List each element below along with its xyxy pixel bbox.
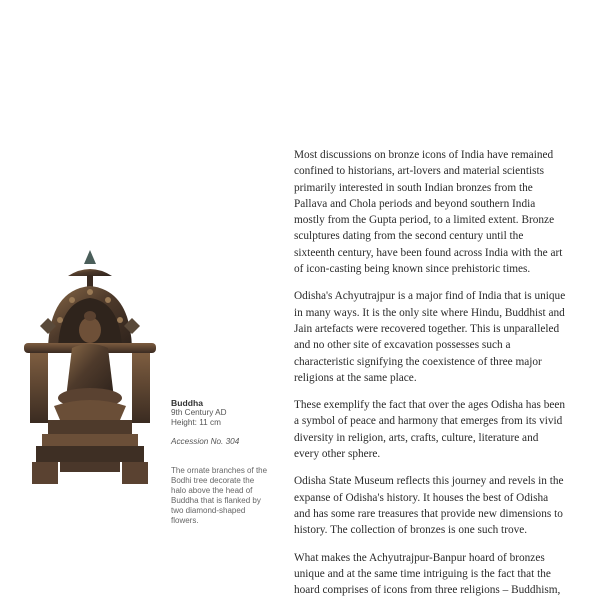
buddha-bronze-image — [20, 248, 160, 493]
image-caption — [171, 398, 271, 526]
paragraph-5: What makes the Achyutrajpur-Banpur hoard of bronzes unique and at the same time intriguing is the fact that the hoard comprises of icons from three religions – Buddhism, — [294, 551, 561, 597]
caption-title: Buddha — [171, 398, 203, 408]
paragraph-4: Odisha State Museum reflects this journey and revels in the expanse of Odisha's history. It houses the best of Odisha and has some rare treasures that provide new dimensions to history. The collection of bronzes is one such trove. — [294, 475, 564, 537]
paragraph-2: Odisha's Achyutrajpur is a major find of India that is unique in many ways. It is the only site where Hindu, Buddhist and Jain artefacts were recovered together. This is unparalleled and no other site of excavation possesses such a characteristic signifying the coexistence of three major religions at the same place. — [294, 290, 566, 384]
body-text — [294, 147, 566, 609]
paragraph-1: Most discussions on bronze icons of India have remained confined to historians, art-lovers and material scientists primarily interested in south Indian bronzes from the Pallava and Chola periods and beyond southern India mostly from the Gupta period, to a limited extent. Bronze sculptures dating from the second century until the sixteenth century, have been found across India with the art of icon-casting being known since prehistoric times. — [294, 149, 563, 276]
paragraph-3: These exemplify the fact that over the ages Odisha has been a symbol of peace and harmony that emerges from its vivid diversity in religion, arts, crafts, culture, literature and every other sphere. — [294, 399, 566, 461]
caption-accession: Accession No. 304 — [171, 437, 240, 446]
caption-period: 9th Century AD — [171, 408, 227, 417]
caption-height: Height: 11 cm — [171, 418, 221, 427]
caption-description: The ornate branches of the Bodhi tree decorate the halo above the head of Buddha that is flanked by two diamond-shaped flowers. — [171, 466, 268, 525]
